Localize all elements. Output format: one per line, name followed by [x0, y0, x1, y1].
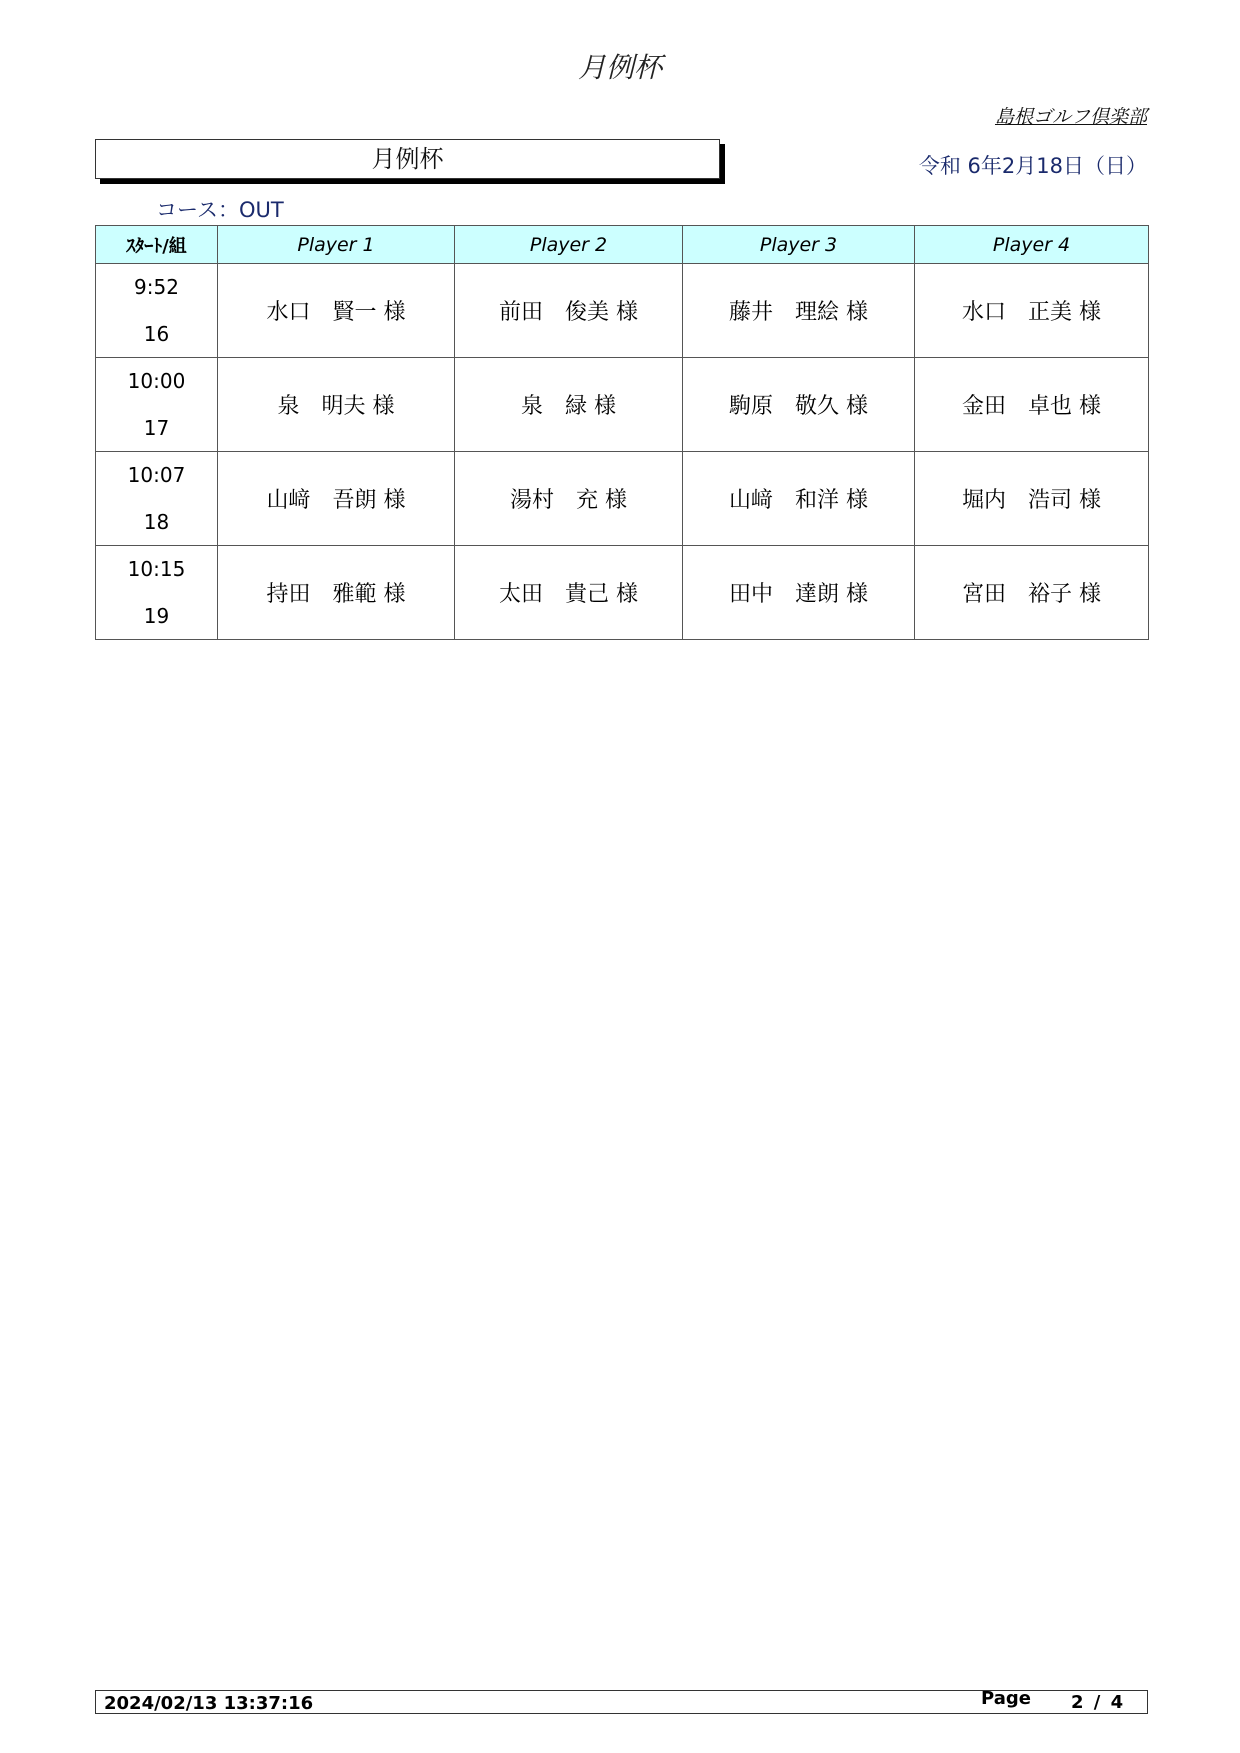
- page-number: 2 / 4: [1071, 1692, 1126, 1713]
- player-cell: 宮田 裕子 様: [915, 546, 1149, 640]
- player-cell: 太田 貴己 様: [455, 546, 683, 640]
- club-name: 島根ゴルフ倶楽部: [994, 106, 1147, 128]
- table-row: [96, 452, 1149, 546]
- page-footer: [95, 1690, 1148, 1714]
- start-time: 9:52: [134, 275, 179, 300]
- column-header-start-group: ｽﾀｰﾄ/組: [96, 226, 218, 264]
- course-label: コース：OUT: [156, 198, 284, 222]
- player-cell: 藤井 理絵 様: [683, 264, 915, 358]
- start-group-cell: [96, 546, 218, 640]
- player-cell: 駒原 敬久 様: [683, 358, 915, 452]
- player-cell: 湯村 充 様: [455, 452, 683, 546]
- table-row: [96, 358, 1149, 452]
- table-row: [96, 546, 1149, 640]
- column-header-player-1: Player 1: [218, 226, 455, 264]
- page-heading: 月例杯: [577, 51, 662, 84]
- column-header-player-4: Player 4: [915, 226, 1149, 264]
- page-label: Page: [981, 1688, 1031, 1709]
- player-cell: 泉 緑 様: [455, 358, 683, 452]
- group-number: 19: [143, 603, 170, 628]
- event-title: 月例杯: [95, 139, 720, 179]
- start-time: 10:15: [127, 557, 186, 582]
- player-cell: 金田 卓也 様: [915, 358, 1149, 452]
- start-time: 10:07: [127, 463, 186, 488]
- player-cell: 水口 正美 様: [915, 264, 1149, 358]
- player-cell: 堀内 浩司 様: [915, 452, 1149, 546]
- start-time: 10:00: [127, 369, 186, 394]
- group-number: 17: [143, 415, 170, 440]
- player-cell: 泉 明夫 様: [218, 358, 455, 452]
- player-cell: 水口 賢一 様: [218, 264, 455, 358]
- event-date: 令和 6年2月18日（日）: [918, 154, 1147, 178]
- print-timestamp: 2024/02/13 13:37:16: [104, 1693, 314, 1714]
- column-header-player-2: Player 2: [455, 226, 683, 264]
- player-cell: 山﨑 吾朗 様: [218, 452, 455, 546]
- player-cell: 山﨑 和洋 様: [683, 452, 915, 546]
- pairing-table: [95, 225, 1149, 640]
- start-group-cell: [96, 358, 218, 452]
- group-number: 16: [143, 321, 170, 346]
- table-header-row: [96, 226, 1149, 264]
- start-group-cell: [96, 452, 218, 546]
- column-header-player-3: Player 3: [683, 226, 915, 264]
- player-cell: 持田 雅範 様: [218, 546, 455, 640]
- player-cell: 田中 達朗 様: [683, 546, 915, 640]
- table-row: [96, 264, 1149, 358]
- player-cell: 前田 俊美 様: [455, 264, 683, 358]
- group-number: 18: [143, 509, 170, 534]
- start-group-cell: [96, 264, 218, 358]
